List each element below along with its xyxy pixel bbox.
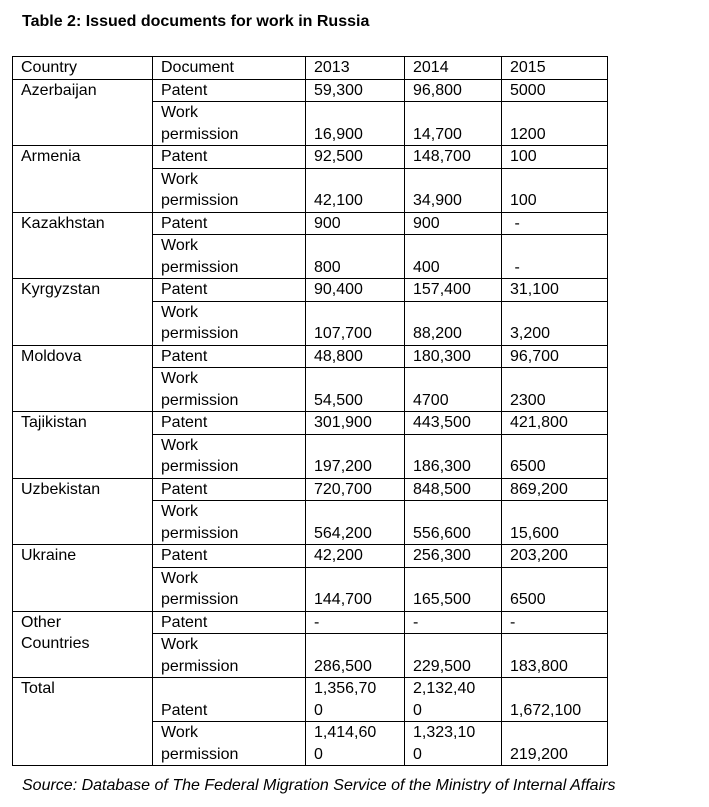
document-cell: Work permission	[153, 301, 306, 345]
value-2015-cell: 100	[502, 168, 608, 212]
country-cell: Kyrgyzstan	[13, 279, 153, 346]
value-2015-cell: 3,200	[502, 301, 608, 345]
value-2015-cell: 6500	[502, 567, 608, 611]
value-2014-cell: 180,300	[405, 345, 502, 368]
value-2014-cell: 88,200	[405, 301, 502, 345]
value-2014-cell: 2,132,40 0	[405, 678, 502, 722]
value-2014-cell: -	[405, 611, 502, 634]
value-2013-cell: 144,700	[306, 567, 405, 611]
value-2015-cell: 96,700	[502, 345, 608, 368]
value-2015-cell: 421,800	[502, 412, 608, 435]
header-document: Document	[153, 57, 306, 80]
document-cell: Work permission	[153, 168, 306, 212]
country-cell: Ukraine	[13, 545, 153, 612]
value-2015-cell: -	[502, 611, 608, 634]
value-2013-cell: 197,200	[306, 434, 405, 478]
value-2015-cell: 183,800	[502, 634, 608, 678]
value-2015-cell: 1200	[502, 102, 608, 146]
table-row	[13, 412, 608, 435]
header-2015: 2015	[502, 57, 608, 80]
document-cell: Patent	[153, 279, 306, 302]
value-2015-cell: 1,672,100	[502, 678, 608, 722]
value-2014-cell: 148,700	[405, 146, 502, 169]
value-2015-cell: 219,200	[502, 722, 608, 766]
value-2013-cell: 42,100	[306, 168, 405, 212]
country-cell: Azerbaijan	[13, 79, 153, 146]
document-cell: Work permission	[153, 722, 306, 766]
table-row	[13, 146, 608, 169]
value-2015-cell: 15,600	[502, 501, 608, 545]
table-row	[13, 345, 608, 368]
source-note: Source: Database of The Federal Migration Service of the Ministry of Internal Affairs	[22, 777, 616, 794]
document-cell: Patent	[153, 412, 306, 435]
header-2014: 2014	[405, 57, 502, 80]
value-2014-cell: 229,500	[405, 634, 502, 678]
value-2014-cell: 165,500	[405, 567, 502, 611]
value-2015-cell: 100	[502, 146, 608, 169]
table-title: Table 2: Issued documents for work in Russia	[22, 13, 370, 30]
table-row	[13, 611, 608, 634]
country-cell: Uzbekistan	[13, 478, 153, 545]
value-2015-cell: 6500	[502, 434, 608, 478]
document-cell: Work permission	[153, 368, 306, 412]
value-2015-cell: 2300	[502, 368, 608, 412]
document-cell: Work permission	[153, 501, 306, 545]
value-2014-cell: 14,700	[405, 102, 502, 146]
value-2013-cell: -	[306, 611, 405, 634]
table-row	[13, 79, 608, 102]
value-2013-cell: 564,200	[306, 501, 405, 545]
value-2014-cell: 186,300	[405, 434, 502, 478]
country-cell: Tajikistan	[13, 412, 153, 479]
value-2015-cell: -	[502, 235, 608, 279]
document-cell: Work permission	[153, 235, 306, 279]
value-2013-cell: 800	[306, 235, 405, 279]
value-2015-cell: 5000	[502, 79, 608, 102]
value-2015-cell: -	[502, 212, 608, 235]
table-row	[13, 279, 608, 302]
table-row	[13, 478, 608, 501]
document-cell: Work permission	[153, 434, 306, 478]
value-2014-cell: 400	[405, 235, 502, 279]
document-cell: Work permission	[153, 634, 306, 678]
table-row	[13, 678, 608, 722]
document-cell: Work permission	[153, 567, 306, 611]
value-2014-cell: 34,900	[405, 168, 502, 212]
document-cell: Patent	[153, 345, 306, 368]
document-cell: Patent	[153, 146, 306, 169]
value-2013-cell: 301,900	[306, 412, 405, 435]
value-2013-cell: 54,500	[306, 368, 405, 412]
value-2013-cell: 286,500	[306, 634, 405, 678]
value-2013-cell: 90,400	[306, 279, 405, 302]
value-2015-cell: 869,200	[502, 478, 608, 501]
value-2015-cell: 31,100	[502, 279, 608, 302]
country-cell: Moldova	[13, 345, 153, 412]
value-2013-cell: 48,800	[306, 345, 405, 368]
value-2014-cell: 157,400	[405, 279, 502, 302]
header-row	[13, 57, 608, 80]
value-2014-cell: 4700	[405, 368, 502, 412]
value-2015-cell: 203,200	[502, 545, 608, 568]
value-2013-cell: 900	[306, 212, 405, 235]
value-2014-cell: 1,323,10 0	[405, 722, 502, 766]
value-2013-cell: 720,700	[306, 478, 405, 501]
document-cell: Patent	[153, 212, 306, 235]
header-2013: 2013	[306, 57, 405, 80]
table-row	[13, 545, 608, 568]
value-2013-cell: 16,900	[306, 102, 405, 146]
value-2014-cell: 848,500	[405, 478, 502, 501]
document-cell: Patent	[153, 545, 306, 568]
country-cell: Kazakhstan	[13, 212, 153, 279]
value-2014-cell: 96,800	[405, 79, 502, 102]
value-2013-cell: 107,700	[306, 301, 405, 345]
document-cell: Patent	[153, 478, 306, 501]
value-2013-cell: 42,200	[306, 545, 405, 568]
value-2014-cell: 443,500	[405, 412, 502, 435]
documents-table	[12, 56, 608, 766]
value-2013-cell: 59,300	[306, 79, 405, 102]
table-row	[13, 212, 608, 235]
document-cell: Patent	[153, 611, 306, 634]
value-2014-cell: 556,600	[405, 501, 502, 545]
header-country: Country	[13, 57, 153, 80]
value-2013-cell: 1,356,70 0	[306, 678, 405, 722]
country-cell: Armenia	[13, 146, 153, 213]
value-2013-cell: 1,414,60 0	[306, 722, 405, 766]
document-cell: Work permission	[153, 102, 306, 146]
country-cell: Other Countries	[13, 611, 153, 678]
value-2013-cell: 92,500	[306, 146, 405, 169]
document-cell: Patent	[153, 678, 306, 722]
country-cell: Total	[13, 678, 153, 766]
value-2014-cell: 900	[405, 212, 502, 235]
document-cell: Patent	[153, 79, 306, 102]
value-2014-cell: 256,300	[405, 545, 502, 568]
